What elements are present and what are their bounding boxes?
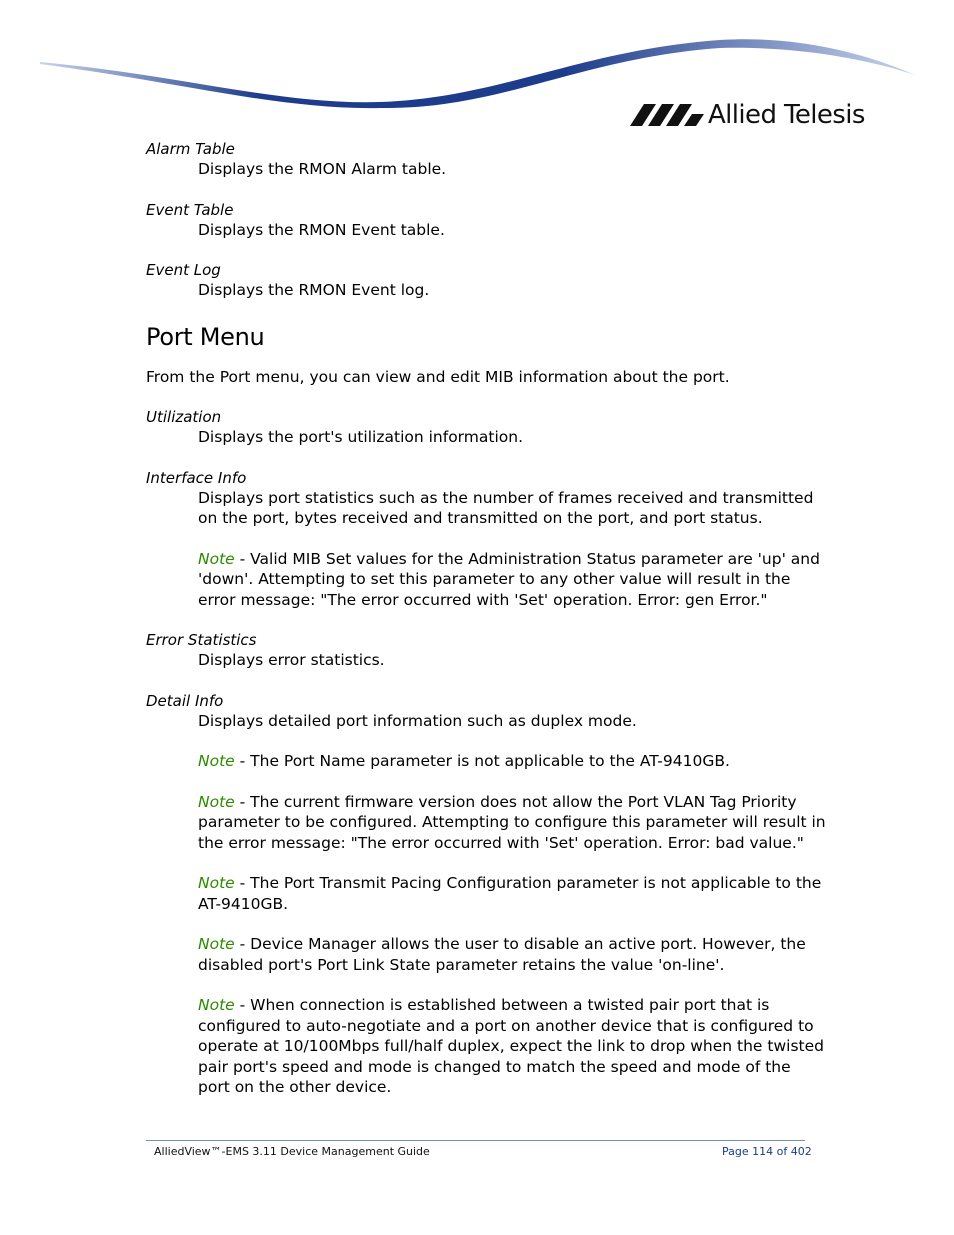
desc-event-log: Displays the RMON Event log. xyxy=(198,281,430,299)
term-detail-info: Detail Info xyxy=(146,691,224,710)
desc-alarm-table: Displays the RMON Alarm table. xyxy=(198,160,447,178)
note-label: Note xyxy=(198,752,235,770)
footer-title: AlliedView™-EMS 3.11 Device Management Guide xyxy=(154,1145,430,1158)
page-content xyxy=(146,139,826,1098)
logo-mark-icon xyxy=(630,100,704,130)
note-label: Note xyxy=(198,549,235,568)
note-interface-info xyxy=(198,549,826,611)
note-text: - Device Manager allows the user to disable an active port. However, the disabled port's Port Link State parameter retains the value 'on-line'. xyxy=(198,935,806,974)
note-text: - The Port Name parameter is not applicable to the AT-9410GB. xyxy=(234,752,730,770)
note-disable-port xyxy=(198,934,826,975)
note-label: Note xyxy=(198,874,235,892)
desc-detail-info: Displays detailed port information such as duplex mode. xyxy=(198,711,637,730)
note-vlan-priority xyxy=(198,792,826,854)
note-label: Note xyxy=(198,935,235,953)
note-text: - When connection is established between a twisted pair port that is configured to auto-negotiate and a port on another device that is configured to operate at 10/100Mbps full/half duplex, expect the link to drop when the twisted pair port's speed and mode is changed to match the speed and mode of the port on the other device. xyxy=(198,996,824,1096)
note-port-name xyxy=(198,751,826,772)
note-text: - Valid MIB Set values for the Administration Status parameter are 'up' and 'down'. Attempting to set this parameter to any other value will result in the error message: "The error occurred with 'Set' operation. Error: gen Error." xyxy=(198,549,820,609)
note-label: Note xyxy=(198,996,235,1014)
term-alarm-table: Alarm Table xyxy=(146,140,235,158)
term-event-log: Event Log xyxy=(146,261,221,279)
note-text: - The Port Transmit Pacing Configuration parameter is not applicable to the AT-9410GB. xyxy=(198,874,822,913)
term-event-table: Event Table xyxy=(146,200,234,219)
note-text: - The current firmware version does not allow the Port VLAN Tag Priority parameter to be configured. Attempting to configure this parameter will result in the error message: "The error occurred with 'Set' operation. Error: bad value." xyxy=(198,792,826,852)
logo-text: Allied Telesis xyxy=(708,100,865,130)
term-interface-info: Interface Info xyxy=(146,468,247,487)
desc-utilization: Displays the port's utilization information. xyxy=(198,428,523,446)
note-label: Note xyxy=(198,792,235,811)
section-intro: From the Port menu, you can view and edit MIB information about the port. xyxy=(146,367,730,386)
footer-rule xyxy=(146,1140,805,1141)
term-error-statistics: Error Statistics xyxy=(146,631,257,649)
note-transmit-pacing xyxy=(198,873,826,914)
desc-interface-info: Displays port statistics such as the number of frames received and transmitted on the port, bytes received and transmitted on the port, and port status. xyxy=(198,488,814,527)
desc-error-statistics: Displays error statistics. xyxy=(198,651,385,669)
note-link-drop xyxy=(198,995,826,1098)
allied-telesis-logo xyxy=(630,100,865,130)
desc-event-table: Displays the RMON Event table. xyxy=(198,220,445,239)
term-utilization: Utilization xyxy=(146,408,222,426)
section-heading: Port Menu xyxy=(146,322,265,351)
footer-page-number: Page 114 of 402 xyxy=(722,1145,812,1158)
